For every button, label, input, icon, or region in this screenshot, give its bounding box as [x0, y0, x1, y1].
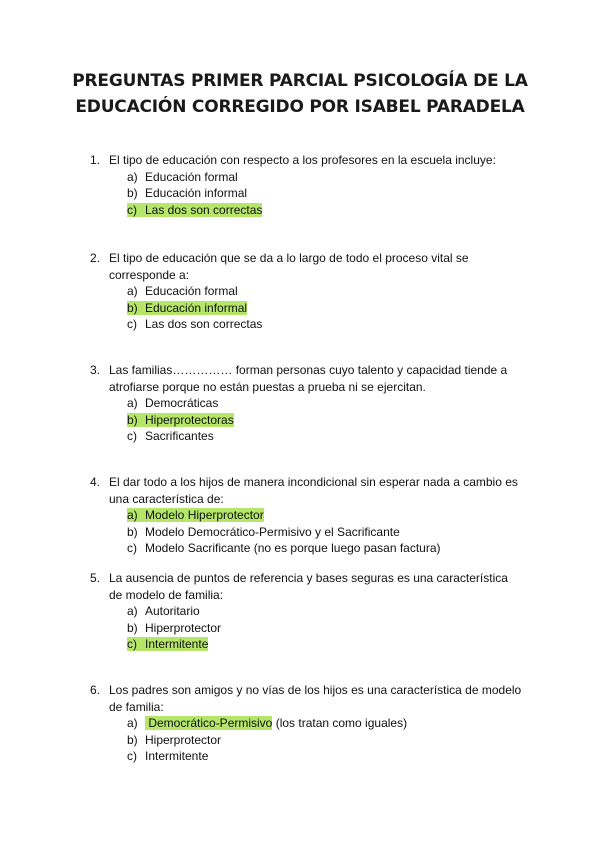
- option-b: b) Hiperprotector: [127, 620, 222, 635]
- option-b: b) Educación informal: [127, 186, 248, 200]
- option-b: b) Hiperprotector: [127, 732, 222, 747]
- options-list: [127, 603, 221, 653]
- option-a: a) Democrático-Permisivo (los tratan como iguales): [127, 716, 408, 730]
- highlighted-answer: Democrático-Permisivo: [145, 716, 273, 730]
- question-number: 4.: [90, 475, 101, 489]
- option-c: c) Las dos son correctas: [127, 317, 263, 331]
- option-b-highlighted: b) Educación informal: [127, 300, 248, 315]
- option-c: c) Sacrificantes: [127, 429, 214, 443]
- question-number: 3.: [90, 363, 101, 377]
- options-list: [127, 507, 441, 557]
- question-text: El tipo de educación que se da a lo largo de todo el proceso vital se corresponde a:: [109, 251, 469, 282]
- question-number: 6.: [90, 683, 101, 697]
- options-list: [127, 283, 262, 333]
- option-a: a) Democráticas: [127, 396, 219, 410]
- title-line-2: EDUCACIÓN CORREGIDO POR ISABEL PARADELA: [75, 97, 525, 117]
- question-number: 1.: [90, 153, 101, 167]
- option-b-highlighted: b) Hiperprotectoras: [127, 412, 234, 427]
- option-a: a) Educación formal: [127, 169, 238, 184]
- question-number: 5.: [90, 571, 101, 585]
- question-text: Los padres son amigos y no vías de los hijos es una característica de modelo de familia:: [109, 683, 522, 714]
- question-text: Las familias…………… forman personas cuyo talento y capacidad tiende a atrofiarse porque no están puestas a prueba ni se ejercitan.: [109, 363, 508, 394]
- option-c-highlighted: c) Las dos son correctas: [127, 202, 263, 217]
- option-c: c) Modelo Sacrificante (no es porque luego pasan factura): [127, 541, 441, 555]
- option-a: a) Educación formal: [127, 284, 238, 298]
- options-list: [127, 395, 234, 445]
- option-b: b) Modelo Democrático-Permisivo y el Sacrificante: [127, 524, 400, 539]
- option-c-highlighted: c) Intermitente: [127, 637, 209, 651]
- question-text: El tipo de educación con respecto a los profesores en la escuela incluye:: [109, 153, 496, 167]
- option-a-highlighted: a) Modelo Hiperprotector: [127, 508, 264, 522]
- answer-note: (los tratan como iguales): [272, 716, 408, 730]
- question-text: La ausencia de puntos de referencia y bases seguras es una característica de modelo de familia:: [109, 571, 508, 602]
- option-a: a) Autoritario: [127, 604, 200, 618]
- question-number: 2.: [90, 251, 101, 265]
- document-title: [0, 68, 600, 120]
- options-list: [127, 715, 407, 765]
- question-text: El dar todo a los hijos de manera incondicional sin esperar nada a cambio es una característica de:: [109, 475, 518, 506]
- options-list: [127, 169, 262, 219]
- title-line-1: PREGUNTAS PRIMER PARCIAL PSICOLOGÍA DE LA: [72, 71, 528, 91]
- option-c: c) Intermitente: [127, 749, 209, 763]
